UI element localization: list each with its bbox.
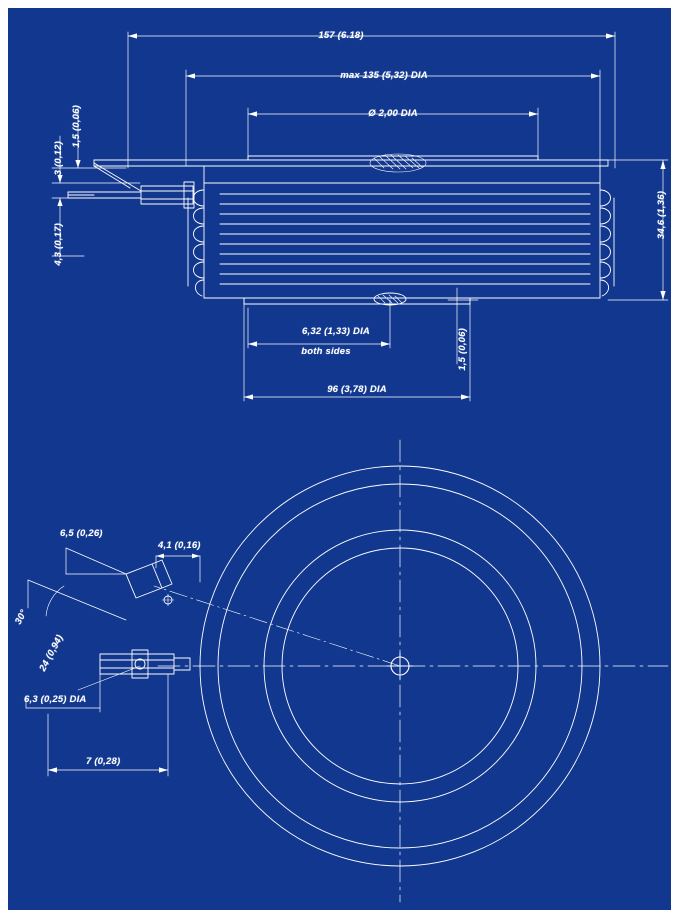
dim-overall-height (608, 160, 668, 300)
dim-label-anode-contact-diameter: 96 (3,78) DIA (327, 384, 387, 395)
dim-contact-face-height (448, 288, 478, 364)
dim-label-contact-face-height: 1,5 (0,06) (457, 328, 468, 371)
ceramic-corrugations-left (188, 190, 204, 296)
dim-overall-width (128, 32, 615, 168)
dim-label-overall-width: 157 (6.18) (318, 30, 364, 41)
dim-label-gate-tab-angle: 30° (12, 608, 30, 627)
drawing-canvas (8, 8, 671, 910)
dim-label-gate-flange-height-2: 1,5 (0,06) (71, 105, 82, 148)
dim-label-ceramic-diameter: max 135 (5,32) DIA (340, 70, 428, 81)
ceramic-housing (204, 166, 600, 298)
dim-label-gate-tab-width: 4,1 (0,16) (158, 540, 201, 551)
dim-pin-diameter (248, 300, 390, 348)
gate-lead-top-view (100, 650, 190, 678)
dim-cathode-contact-diameter (248, 108, 538, 160)
dim-label-gate-lead-length: 24 (0,94) (37, 633, 66, 674)
dim-label-pin-note: both sides (301, 346, 351, 357)
dim-anode-contact-diameter (244, 298, 470, 401)
dim-label-pin-diameter: 6,32 (1,33) DIA (302, 326, 370, 337)
cathode-plate (94, 156, 608, 166)
top-view-centerlines (158, 440, 668, 902)
dim-label-gate-lead-height: 4,3 (0,17) (53, 223, 64, 266)
dim-label-gate-block-width: 6,5 (0,26) (60, 528, 103, 539)
ceramic-corrugations-right (600, 190, 614, 296)
dim-label-cathode-contact-diameter: Ø 2,00 DIA (368, 108, 418, 119)
dim-gate-flange-heights (52, 108, 140, 256)
gate-lead-assembly (68, 163, 194, 208)
dim-label-gate-offset: 7 (0,28) (86, 756, 121, 767)
dim-label-gate-hole-diameter: 6,3 (0,25) DIA (24, 694, 87, 705)
anode-plate (244, 293, 470, 305)
gate-tab-top-view (126, 560, 174, 606)
dim-label-overall-height: 34,6 (1,36) (656, 190, 667, 240)
dim-label-gate-flange-height-1: 3 (0,12) (53, 141, 64, 176)
drawing-geometry (8, 8, 671, 910)
gate-leader-line (154, 586, 400, 666)
cathode-centre-boss (370, 154, 426, 172)
